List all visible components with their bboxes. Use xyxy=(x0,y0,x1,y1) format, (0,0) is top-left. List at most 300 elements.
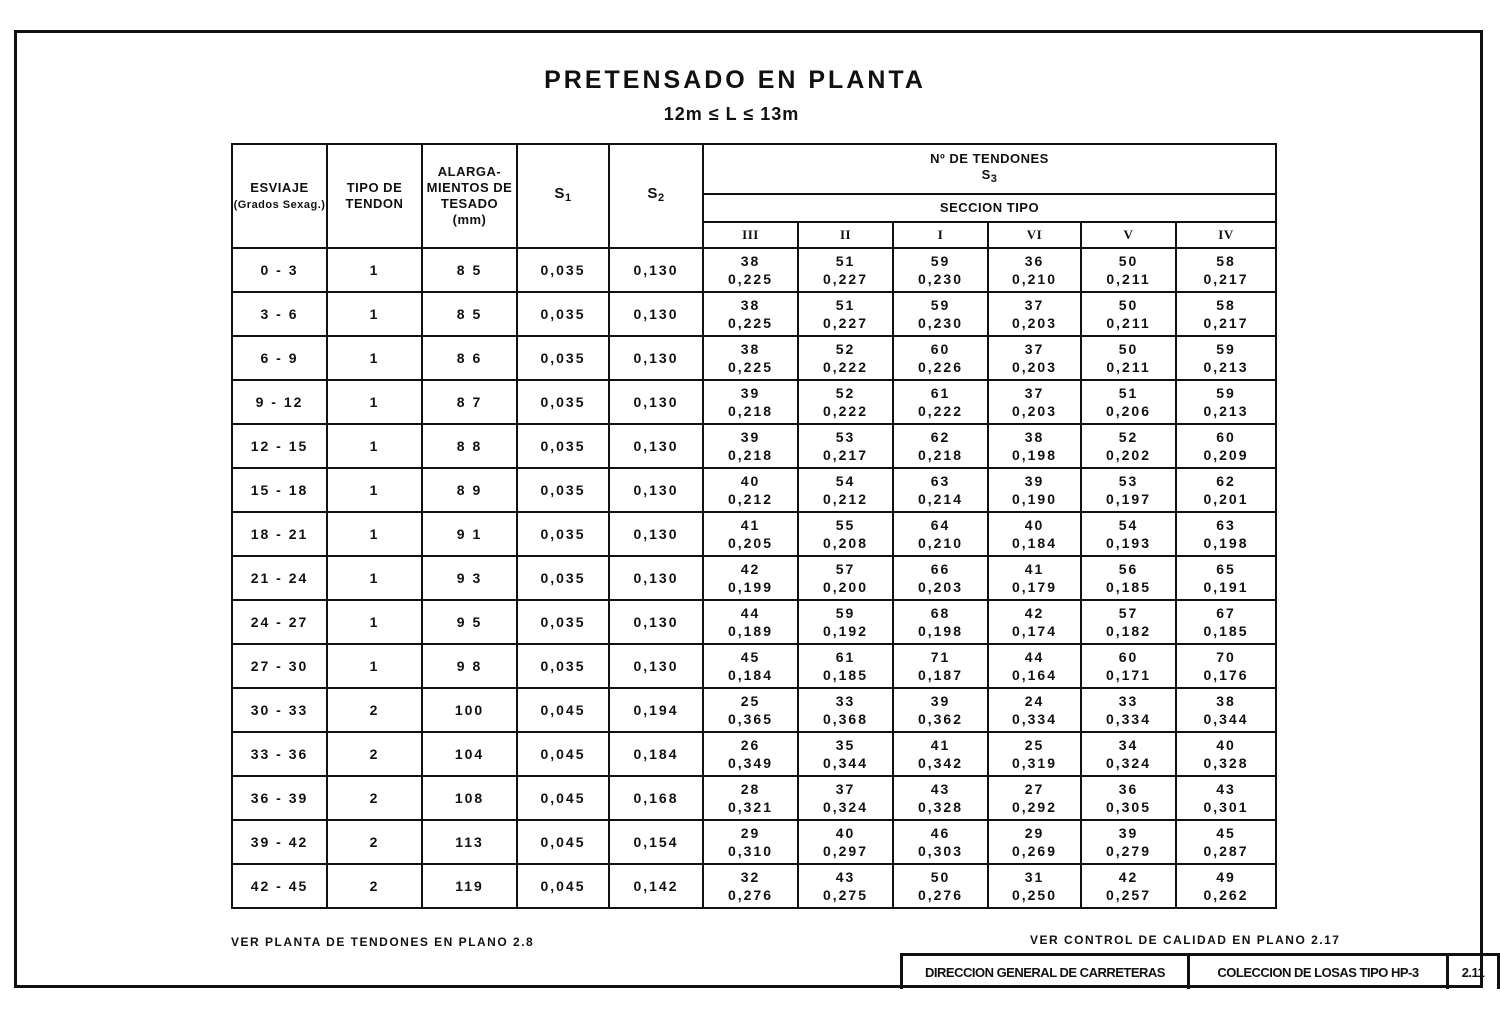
cell-tendon-count xyxy=(1081,600,1176,644)
cell-tendon-count xyxy=(703,336,798,380)
tendon-number: 39 xyxy=(740,429,761,445)
cell-tendon-count xyxy=(703,424,798,468)
table-row xyxy=(232,292,1276,336)
tendon-s3-value: 0,171 xyxy=(1105,667,1152,683)
cell-tendon-count xyxy=(798,424,893,468)
cell-tendon-count xyxy=(1176,336,1276,380)
tendon-s3-value: 0,334 xyxy=(1105,711,1152,727)
cell-tendon-count xyxy=(798,776,893,820)
tendon-number: 60 xyxy=(1118,649,1139,665)
tendon-s3-value: 0,203 xyxy=(1011,359,1058,375)
cell-tendon-count xyxy=(703,644,798,688)
tendon-s3-value: 0,279 xyxy=(1105,843,1152,859)
title-block-organization: DIRECCION GENERAL DE CARRETERAS xyxy=(903,956,1190,989)
cell-tendon-count xyxy=(1081,512,1176,556)
tendon-s3-value: 0,230 xyxy=(917,315,964,331)
cell-alarg: 8 5 xyxy=(422,292,517,336)
cell-tendon-count xyxy=(1176,380,1276,424)
tendon-s3-value: 0,349 xyxy=(727,755,774,771)
tendon-s3-value: 0,192 xyxy=(822,623,869,639)
tendon-number: 36 xyxy=(1024,253,1045,269)
tendon-s3-value: 0,203 xyxy=(1011,403,1058,419)
cell-s1: 0,035 xyxy=(517,600,609,644)
tendon-number: 63 xyxy=(930,473,951,489)
tendon-number: 38 xyxy=(1024,429,1045,445)
note-planta-tendones: VER PLANTA DE TENDONES EN PLANO 2.8 xyxy=(231,935,535,949)
tendon-s3-value: 0,222 xyxy=(822,359,869,375)
header-section-type: I xyxy=(893,222,988,248)
tendon-s3-value: 0,324 xyxy=(822,799,869,815)
tendon-s3-value: 0,227 xyxy=(822,315,869,331)
cell-s1: 0,035 xyxy=(517,512,609,556)
tendon-s3-value: 0,198 xyxy=(1203,535,1249,551)
cell-s1: 0,045 xyxy=(517,776,609,820)
title-block-collection: COLECCION DE LOSAS TIPO HP-3 xyxy=(1190,956,1449,989)
tendon-number: 58 xyxy=(1216,253,1236,269)
cell-s2: 0,130 xyxy=(609,556,703,600)
tendon-number: 24 xyxy=(1024,693,1045,709)
cell-esviaje: 39 - 42 xyxy=(232,820,327,864)
tendon-s3-value: 0,276 xyxy=(917,887,964,903)
cell-tipo: 1 xyxy=(327,556,422,600)
header-tipo-tendon: TIPO DE TENDON xyxy=(327,144,422,248)
cell-tendon-count xyxy=(1081,336,1176,380)
cell-esviaje: 0 - 3 xyxy=(232,248,327,292)
cell-tendon-count xyxy=(1176,864,1276,908)
cell-tendon-count xyxy=(703,380,798,424)
tendon-s3-value: 0,269 xyxy=(1011,843,1058,859)
cell-tipo: 1 xyxy=(327,248,422,292)
tendon-s3-value: 0,185 xyxy=(822,667,869,683)
cell-tipo: 1 xyxy=(327,380,422,424)
cell-tendon-count xyxy=(893,468,988,512)
cell-tendon-count xyxy=(703,512,798,556)
tendon-number: 33 xyxy=(835,693,856,709)
tendon-number: 46 xyxy=(930,825,951,841)
cell-tendon-count xyxy=(798,468,893,512)
tendon-s3-value: 0,198 xyxy=(1011,447,1058,463)
tendon-s3-value: 0,211 xyxy=(1106,315,1151,331)
tendon-number: 57 xyxy=(1118,605,1139,621)
cell-tendon-count xyxy=(798,512,893,556)
tendon-number: 38 xyxy=(740,341,761,357)
tendon-s3-value: 0,297 xyxy=(822,843,869,859)
tendon-number: 50 xyxy=(1118,341,1139,357)
cell-s1: 0,035 xyxy=(517,424,609,468)
tendon-s3-value: 0,222 xyxy=(917,403,964,419)
tendon-number: 63 xyxy=(1216,517,1236,533)
cell-tendon-count xyxy=(988,468,1081,512)
tendon-s3-value: 0,187 xyxy=(917,667,964,683)
tendon-number: 36 xyxy=(1118,781,1139,797)
tendon-number: 55 xyxy=(835,517,856,533)
cell-tendon-count xyxy=(893,820,988,864)
tendon-s3-value: 0,189 xyxy=(727,623,774,639)
cell-tendon-count xyxy=(1176,820,1276,864)
tendon-s3-value: 0,301 xyxy=(1203,799,1249,815)
tendon-number: 52 xyxy=(835,341,856,357)
tendon-number: 60 xyxy=(1216,429,1236,445)
tendon-s3-value: 0,262 xyxy=(1203,887,1249,903)
tendon-s3-value: 0,365 xyxy=(727,711,774,727)
cell-tendon-count xyxy=(988,688,1081,732)
cell-tendon-count xyxy=(1081,380,1176,424)
cell-alarg: 108 xyxy=(422,776,517,820)
cell-esviaje: 18 - 21 xyxy=(232,512,327,556)
tendon-s3-value: 0,227 xyxy=(822,271,869,287)
cell-tipo: 1 xyxy=(327,336,422,380)
cell-alarg: 9 3 xyxy=(422,556,517,600)
tendon-s3-value: 0,225 xyxy=(727,315,774,331)
table-body xyxy=(232,248,1276,908)
cell-esviaje: 27 - 30 xyxy=(232,644,327,688)
tendon-s3-value: 0,222 xyxy=(822,403,869,419)
cell-s2: 0,184 xyxy=(609,732,703,776)
tendon-s3-value: 0,203 xyxy=(917,579,964,595)
tendon-s3-value: 0,368 xyxy=(822,711,869,727)
tendon-s3-value: 0,209 xyxy=(1203,447,1249,463)
tendon-number: 51 xyxy=(835,297,856,313)
tendon-number: 29 xyxy=(1024,825,1045,841)
tendon-s3-value: 0,185 xyxy=(1203,623,1249,639)
cell-tendon-count xyxy=(798,820,893,864)
tendon-number: 50 xyxy=(930,869,951,885)
table-row xyxy=(232,336,1276,380)
cell-tipo: 2 xyxy=(327,732,422,776)
cell-s2: 0,130 xyxy=(609,248,703,292)
cell-esviaje: 33 - 36 xyxy=(232,732,327,776)
cell-s2: 0,130 xyxy=(609,644,703,688)
cell-esviaje: 24 - 27 xyxy=(232,600,327,644)
tendon-number: 56 xyxy=(1118,561,1139,577)
table-row xyxy=(232,424,1276,468)
tendon-s3-value: 0,210 xyxy=(917,535,964,551)
cell-s1: 0,035 xyxy=(517,380,609,424)
header-alargamientos: ALARGA- MIENTOS DE TESADO (mm) xyxy=(422,144,517,248)
cell-esviaje: 12 - 15 xyxy=(232,424,327,468)
tendon-number: 44 xyxy=(1024,649,1045,665)
cell-tendon-count xyxy=(1176,248,1276,292)
tendon-number: 43 xyxy=(930,781,951,797)
tendon-s3-value: 0,193 xyxy=(1105,535,1152,551)
tendon-number: 26 xyxy=(740,737,761,753)
cell-tendon-count xyxy=(893,292,988,336)
tendon-s3-value: 0,276 xyxy=(727,887,774,903)
tendon-number: 53 xyxy=(1118,473,1139,489)
tendon-number: 62 xyxy=(1216,473,1236,489)
cell-tendon-count xyxy=(988,732,1081,776)
tendon-number: 28 xyxy=(740,781,761,797)
tendon-s3-value: 0,176 xyxy=(1203,667,1249,683)
tendon-s3-value: 0,211 xyxy=(1106,271,1151,287)
tendon-s3-value: 0,198 xyxy=(917,623,964,639)
cell-s1: 0,035 xyxy=(517,468,609,512)
table-row xyxy=(232,556,1276,600)
cell-tendon-count xyxy=(703,556,798,600)
cell-tendon-count xyxy=(988,820,1081,864)
table-row xyxy=(232,776,1276,820)
cell-tendon-count xyxy=(1176,556,1276,600)
cell-tendon-count xyxy=(1081,688,1176,732)
tendon-s3-value: 0,201 xyxy=(1203,491,1249,507)
cell-tendon-count xyxy=(893,864,988,908)
tendon-s3-value: 0,250 xyxy=(1011,887,1058,903)
tendon-s3-value: 0,344 xyxy=(1203,711,1249,727)
tendon-number: 53 xyxy=(835,429,856,445)
cell-tipo: 1 xyxy=(327,512,422,556)
tendon-s3-value: 0,212 xyxy=(727,491,774,507)
tendon-number: 43 xyxy=(835,869,856,885)
header-section-type: VI xyxy=(988,222,1081,248)
title-block xyxy=(900,953,1500,989)
cell-tendon-count xyxy=(1081,864,1176,908)
cell-tendon-count xyxy=(1081,776,1176,820)
tendon-s3-value: 0,197 xyxy=(1105,491,1152,507)
cell-tendon-count xyxy=(893,380,988,424)
cell-s1: 0,045 xyxy=(517,688,609,732)
tendon-s3-value: 0,275 xyxy=(822,887,869,903)
tendon-number: 40 xyxy=(835,825,856,841)
tendon-number: 54 xyxy=(1118,517,1139,533)
tendon-s3-value: 0,218 xyxy=(727,447,774,463)
tendon-number: 33 xyxy=(1118,693,1139,709)
cell-s2: 0,130 xyxy=(609,468,703,512)
cell-tendon-count xyxy=(798,380,893,424)
tendon-s3-value: 0,305 xyxy=(1105,799,1152,815)
table-row xyxy=(232,512,1276,556)
cell-esviaje: 15 - 18 xyxy=(232,468,327,512)
tendon-number: 44 xyxy=(740,605,761,621)
tendon-s3-value: 0,342 xyxy=(917,755,964,771)
cell-esviaje: 3 - 6 xyxy=(232,292,327,336)
span-range-subtitle: 12m ≤ L ≤ 13m xyxy=(663,104,800,124)
tendon-s3-value: 0,212 xyxy=(822,491,869,507)
tendon-number: 54 xyxy=(835,473,856,489)
tendon-s3-value: 0,334 xyxy=(1011,711,1058,727)
tendon-s3-value: 0,210 xyxy=(1011,271,1058,287)
tendon-number: 49 xyxy=(1216,869,1236,885)
tendon-number: 59 xyxy=(930,297,951,313)
cell-tendon-count xyxy=(988,600,1081,644)
cell-s1: 0,035 xyxy=(517,644,609,688)
cell-tendon-count xyxy=(988,556,1081,600)
tendon-s3-value: 0,226 xyxy=(917,359,964,375)
cell-alarg: 104 xyxy=(422,732,517,776)
cell-tipo: 1 xyxy=(327,468,422,512)
tendon-number: 40 xyxy=(740,473,761,489)
cell-s2: 0,130 xyxy=(609,512,703,556)
tendon-s3-value: 0,191 xyxy=(1203,579,1249,595)
page-title: PRETENSADO EN PLANTA xyxy=(544,66,926,94)
cell-s2: 0,130 xyxy=(609,600,703,644)
cell-tendon-count xyxy=(1081,820,1176,864)
tendon-number: 62 xyxy=(930,429,951,445)
tendon-number: 35 xyxy=(835,737,856,753)
tendon-s3-value: 0,213 xyxy=(1203,403,1249,419)
tendon-number: 34 xyxy=(1118,737,1139,753)
cell-tendon-count xyxy=(703,820,798,864)
cell-s2: 0,154 xyxy=(609,820,703,864)
tendon-number: 39 xyxy=(740,385,761,401)
tendon-number: 64 xyxy=(930,517,951,533)
tendon-number: 67 xyxy=(1216,605,1236,621)
tendon-s3-value: 0,287 xyxy=(1203,843,1249,859)
tendon-number: 38 xyxy=(740,253,761,269)
tendon-s3-value: 0,211 xyxy=(1106,359,1151,375)
header-section-type: III xyxy=(703,222,798,248)
cell-tendon-count xyxy=(703,732,798,776)
cell-tendon-count xyxy=(1176,512,1276,556)
tendon-number: 43 xyxy=(1216,781,1236,797)
tendon-s3-value: 0,213 xyxy=(1203,359,1249,375)
tendon-number: 68 xyxy=(930,605,951,621)
cell-tendon-count xyxy=(1176,600,1276,644)
cell-esviaje: 42 - 45 xyxy=(232,864,327,908)
tendon-number: 37 xyxy=(1024,341,1045,357)
table-row xyxy=(232,248,1276,292)
cell-s1: 0,045 xyxy=(517,820,609,864)
cell-tipo: 1 xyxy=(327,644,422,688)
tendon-number: 51 xyxy=(835,253,856,269)
cell-alarg: 100 xyxy=(422,688,517,732)
header-section-type: II xyxy=(798,222,893,248)
tendon-s3-value: 0,225 xyxy=(727,271,774,287)
cell-tendon-count xyxy=(988,424,1081,468)
cell-tendon-count xyxy=(798,732,893,776)
cell-tipo: 2 xyxy=(327,820,422,864)
cell-tendon-count xyxy=(1176,292,1276,336)
tendon-s3-value: 0,344 xyxy=(822,755,869,771)
cell-tendon-count xyxy=(893,688,988,732)
tendon-s3-value: 0,225 xyxy=(727,359,774,375)
tendon-number: 61 xyxy=(835,649,856,665)
cell-tendon-count xyxy=(703,688,798,732)
cell-tendon-count xyxy=(893,776,988,820)
cell-s1: 0,035 xyxy=(517,336,609,380)
tendon-s3-value: 0,205 xyxy=(727,535,774,551)
tendon-s3-value: 0,328 xyxy=(917,799,964,815)
tendon-number: 51 xyxy=(1118,385,1139,401)
cell-tendon-count xyxy=(1081,644,1176,688)
tendon-number: 37 xyxy=(835,781,856,797)
cell-tendon-count xyxy=(798,556,893,600)
cell-tendon-count xyxy=(988,776,1081,820)
tendon-number: 71 xyxy=(930,649,951,665)
cell-esviaje: 9 - 12 xyxy=(232,380,327,424)
cell-tendon-count xyxy=(703,776,798,820)
tendon-number: 37 xyxy=(1024,297,1045,313)
cell-s2: 0,142 xyxy=(609,864,703,908)
cell-tendon-count xyxy=(798,292,893,336)
cell-s1: 0,035 xyxy=(517,248,609,292)
tendon-number: 42 xyxy=(1024,605,1045,621)
table-row xyxy=(232,820,1276,864)
cell-alarg: 8 5 xyxy=(422,248,517,292)
tendon-number: 40 xyxy=(1216,737,1236,753)
header-num-tendones: Nº DE TENDONES $S_3$ xyxy=(703,144,1276,194)
cell-tendon-count xyxy=(1081,468,1176,512)
cell-esviaje: 6 - 9 xyxy=(232,336,327,380)
cell-s2: 0,130 xyxy=(609,424,703,468)
cell-tendon-count xyxy=(703,864,798,908)
cell-tendon-count xyxy=(798,688,893,732)
tendon-number: 50 xyxy=(1118,253,1139,269)
cell-alarg: 9 5 xyxy=(422,600,517,644)
cell-tendon-count xyxy=(893,556,988,600)
cell-tendon-count xyxy=(893,732,988,776)
tendon-number: 70 xyxy=(1216,649,1236,665)
cell-tendon-count xyxy=(893,424,988,468)
table-row xyxy=(232,468,1276,512)
cell-tendon-count xyxy=(988,248,1081,292)
tendon-s3-value: 0,206 xyxy=(1105,403,1152,419)
tendon-number: 41 xyxy=(930,737,951,753)
tendon-number: 42 xyxy=(740,561,761,577)
note-control-calidad: VER CONTROL DE CALIDAD EN PLANO 2.17 xyxy=(1030,933,1341,947)
cell-tendon-count xyxy=(1081,732,1176,776)
cell-tendon-count xyxy=(893,600,988,644)
cell-s2: 0,130 xyxy=(609,292,703,336)
cell-alarg: 9 1 xyxy=(422,512,517,556)
tendon-number: 61 xyxy=(930,385,951,401)
header-esviaje: ESVIAJE (Grados Sexag.) xyxy=(232,144,327,248)
tendon-number: 45 xyxy=(1216,825,1236,841)
cell-s1: 0,035 xyxy=(517,292,609,336)
tendon-number: 37 xyxy=(1024,385,1045,401)
tendon-number: 52 xyxy=(835,385,856,401)
tendon-number: 40 xyxy=(1024,517,1045,533)
tendon-number: 31 xyxy=(1024,869,1045,885)
tendon-s3-value: 0,190 xyxy=(1011,491,1058,507)
cell-alarg: 8 9 xyxy=(422,468,517,512)
tendon-number: 39 xyxy=(1118,825,1139,841)
tendon-s3-value: 0,218 xyxy=(727,403,774,419)
cell-tendon-count xyxy=(798,248,893,292)
tendon-number: 59 xyxy=(930,253,951,269)
table-row xyxy=(232,688,1276,732)
tendon-s3-value: 0,257 xyxy=(1105,887,1152,903)
table-row xyxy=(232,864,1276,908)
tendon-s3-value: 0,184 xyxy=(1011,535,1058,551)
cell-tendon-count xyxy=(893,336,988,380)
tendon-number: 38 xyxy=(1216,693,1236,709)
cell-esviaje: 30 - 33 xyxy=(232,688,327,732)
cell-tendon-count xyxy=(893,644,988,688)
cell-tendon-count xyxy=(1081,292,1176,336)
cell-s2: 0,194 xyxy=(609,688,703,732)
tendon-s3-value: 0,292 xyxy=(1011,799,1058,815)
cell-alarg: 119 xyxy=(422,864,517,908)
tendon-s3-value: 0,200 xyxy=(822,579,869,595)
tendon-s3-value: 0,217 xyxy=(822,447,869,463)
tendon-number: 41 xyxy=(740,517,761,533)
cell-s2: 0,130 xyxy=(609,380,703,424)
tendon-s3-value: 0,214 xyxy=(917,491,964,507)
cell-tendon-count xyxy=(1176,776,1276,820)
tendon-number: 27 xyxy=(1024,781,1045,797)
cell-tendon-count xyxy=(1176,644,1276,688)
cell-tipo: 2 xyxy=(327,776,422,820)
tendon-number: 41 xyxy=(1024,561,1045,577)
tendon-s3-value: 0,218 xyxy=(917,447,964,463)
tendon-table xyxy=(231,143,1277,909)
cell-tendon-count xyxy=(988,512,1081,556)
tendon-s3-value: 0,310 xyxy=(727,843,774,859)
cell-s2: 0,130 xyxy=(609,336,703,380)
cell-tendon-count xyxy=(893,512,988,556)
tendon-number: 38 xyxy=(740,297,761,313)
header-s1: $S_1$ xyxy=(517,144,609,248)
